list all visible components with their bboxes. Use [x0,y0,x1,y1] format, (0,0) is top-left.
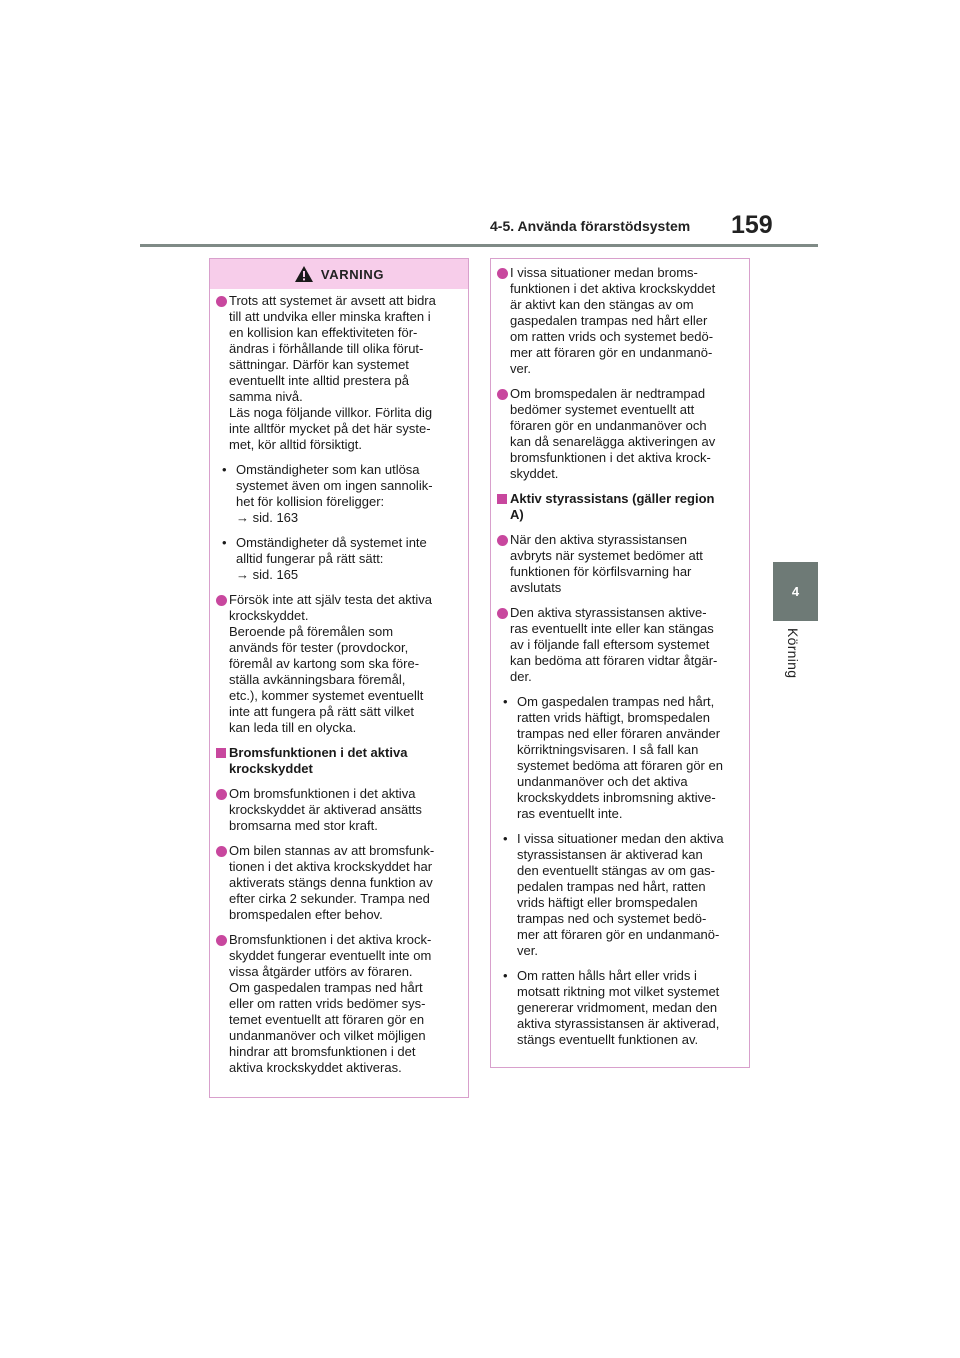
pink-dot-shape [216,846,227,857]
bullet-item [216,462,462,526]
item-text: Om gaspedalen trampas ned hårt, ratten vrids häftigt, bromspedalen trampas ned eller föraren använder körriktningsvisaren. I så fall kan systemet bedöma att föraren gör en undanmanöver och det aktiva krockskyddets inbromsning aktive- ras eventuellt inte. [517,694,723,821]
pink-square-shape [497,494,507,504]
item-text: Aktiv styrassistans (gäller region A) [510,491,715,522]
list-item [497,532,743,596]
pink-dot-icon [497,389,508,400]
section-title: 4-5. Använda förarstödsystem [490,218,691,234]
bullet-icon: • [503,694,508,709]
bullet-icon: • [503,968,508,983]
item-text: Om bromspedalen är nedtrampad bedömer systemet eventuellt att föraren gör en undanmanöver och kan då senarelägga aktiveringen av bromsfunktionen i det aktiva krock- skyddet. [510,386,716,481]
page-number: 159 [731,211,773,239]
item-text: Om ratten hålls hårt eller vrids i motsatt riktning mot vilket systemet genererar vridmoment, medan den aktiva styrassistansen är aktiverad, stängs eventuellt funktionen av. [517,968,720,1047]
item-text: Omständigheter som kan utlösa systemet även om ingen sannolik- het för kollision föreligger: → sid. 163 [236,462,433,525]
pink-dot-icon [216,935,227,946]
list-item [216,932,462,1076]
bullet-icon: • [503,831,508,846]
item-text: När den aktiva styrassistansen avbryts när systemet bedömer att funktionen för körfilsvarning har avslutats [510,532,703,595]
pink-dot-shape [497,389,508,400]
pink-square-shape [216,748,226,758]
warning-content-continued [491,261,749,1048]
pink-dot-shape [497,268,508,279]
warning-title: VARNING [320,266,385,282]
pink-dot-shape [216,296,227,307]
warning-triangle-icon [294,265,314,283]
item-text: Den aktiva styrassistansen aktive- ras eventuellt inte eller kan stängas av i följande fall eftersom systemet kan bedöma att föraren vidtar åtgär- der. [510,605,718,684]
chapter-label: Körning [785,628,801,679]
warning-box [209,258,469,1098]
list-item [216,293,462,453]
bullet-item [216,535,462,583]
bullet-item [497,968,743,1048]
bullet-item [497,831,743,959]
warning-box-continued [490,258,750,1068]
list-item [216,592,462,736]
item-text: Omständigheter då systemet inte alltid fungerar på rätt sätt: → sid. 165 [236,535,427,582]
item-text: I vissa situationer medan den aktiva styrassistansen är aktiverad kan den eventuellt stängas av om gas- pedalen trampas ned hårt, ratten vrids häftigt eller bromspedalen trampas ned och systemet bedö- mer att föraren gör en undanmanö- ver. [517,831,724,958]
pink-dot-icon [216,846,227,857]
pink-dot-icon [497,268,508,279]
list-item [497,265,743,377]
list-item [497,386,743,482]
pink-dot-shape [497,535,508,546]
pink-dot-shape [216,789,227,800]
item-text: Bromsfunktionen i det aktiva krockskyddet [229,745,408,776]
pink-dot-shape [497,608,508,619]
pink-square-icon [216,748,226,758]
item-text: Försök inte att själv testa det aktiva krockskyddet. Beroende på föremålen som används för tester (provdockor, föremål av kartong som ska före- ställa avkänningsbara föremål, etc.), kommer systemet eventuellt inte att fungera på rätt sätt vilket kan leda till en olycka. [229,592,433,735]
item-text: Trots att systemet är avsett att bidra till att undvika eller minska kraften i en kollision kan effektiviteten för- ändras i förhållande till olika förut- sättningar. Därför kan systemet eventuellt inte alltid prestera på samma nivå. Läs noga följande villkor. Förlita dig inte alltför mycket på det här syste- met, kör alltid försiktigt. [229,293,436,452]
warning-header [210,259,468,289]
pink-dot-icon [497,608,508,619]
item-text: Om bromsfunktionen i det aktiva krockskyddet är aktiverad ansätts bromsarna med stor kraft. [229,786,422,833]
bullet-item [497,694,743,822]
item-text: Om bilen stannas av att bromsfunk- tionen i det aktiva krockskyddet har aktiverats stängs denna funktion av efter cirka 2 sekunder. Trampa ned bromspedalen efter behov. [229,843,435,922]
header-rule [140,244,818,247]
subheading [497,491,743,523]
item-text: I vissa situationer medan broms- funktionen i det aktiva krockskyddet är aktivt kan den stängas av om gaspedalen trampas ned hårt eller om ratten vrids och systemet bedö- mer att föraren gör en undanmanö- ver. [510,265,716,376]
list-item [497,605,743,685]
list-item [216,786,462,834]
pink-dot-shape [216,595,227,606]
item-text: Bromsfunktionen i det aktiva krock- skyddet fungerar eventuellt inte om vissa åtgärder utförs av föraren. Om gaspedalen trampas ned hårt eller om ratten vrids bedömer sys- temet eventuellt att föraren gör en undanmanöver och vilket möjligen hindrar att bromsfunktionen i det aktiva krockskyddet aktiveras. [229,932,432,1075]
list-item [216,843,462,923]
pink-dot-icon [216,595,227,606]
bullet-icon: • [222,462,227,477]
bullet-icon: • [222,535,227,550]
warning-content [210,289,468,1076]
pink-dot-shape [216,935,227,946]
pink-dot-icon [216,789,227,800]
chapter-tab: 4 [773,562,818,621]
pink-dot-icon [216,296,227,307]
pink-square-icon [497,494,507,504]
pink-dot-icon [497,535,508,546]
subheading [216,745,462,777]
